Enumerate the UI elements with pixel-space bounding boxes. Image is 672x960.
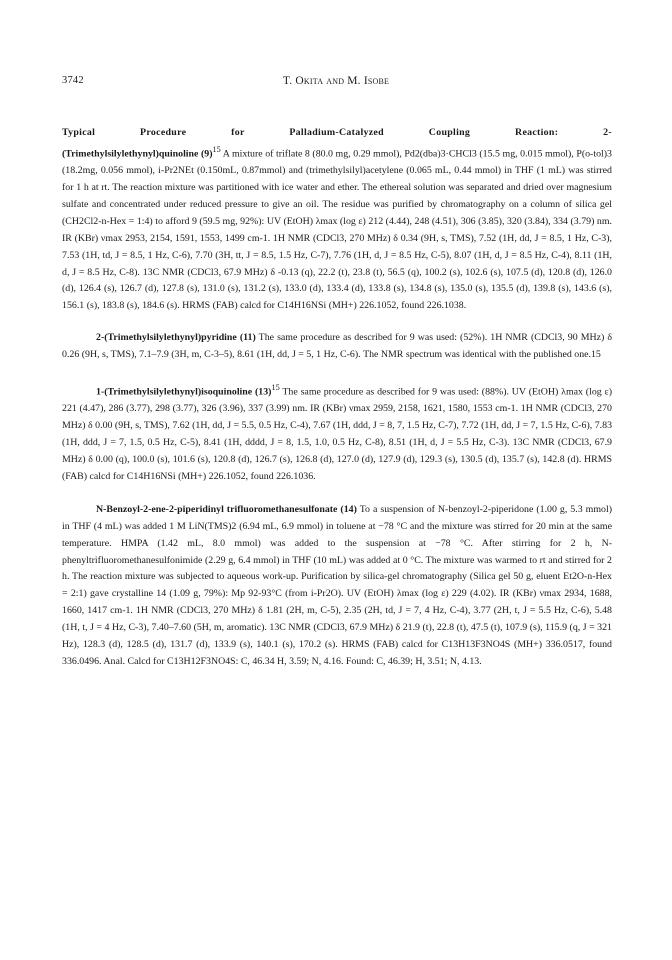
paragraph-text: To a suspension of N-benzoyl-2-piperidone (1.00 g, 5.3 mmol) in THF (4 mL) was added 1 M LiN(TMS)2 (6.94 mL, 6.9 mmol) in toluene at −78 °C and the mixture was stirred for 20 min at the same temperature. HMPA (1.42 mL, 8.0 mmol) was added to the suspension at −78 °C. After stirring for 2 h, N-phenyltrifluoromethanesulfonimide (2.29 g, 6.4 mmol) in THF (10 mL) was added at 0 °C. The mixture was warmed to rt and stirred for 2 h. The reaction mixture was subjected to aqueous work-up. Purification by silica-gel chromatography (Silica gel 50 g, eluent Et2O-n-Hex = 2:1) gave crystalline 14 (1.09 g, 79%): Mp 92-93°C (from i-Pr2O). UV (EtOH) λmax (log ε) 229 (4.02). IR (KBr) νmax 2934, 1688, 1660, 1417 cm-1. 1H NMR (CDCl3, 270 MHz) δ 1.81 (2H, m, C-5), 2.35 (2H, td, J = 7, 4 Hz, C-4), 3.77 (2H, t, J = 5.5 Hz, C-6), 5.48 (1H, t, J = 4 Hz, C-3), 7.40–7.60 (5H, m, aromatic). 13C NMR (CDCl3, 67.9 MHz) δ 21.9 (t), 22.8 (t), 47.5 (t), 107.9 (s), 115.9 (q, J = 321 Hz), 128.3 (d), 128.5 (d), 131.7 (d), 133.9 (s), 140.1 (s), 170.2 (s). HRMS (FAB) calcd for C13H13F3NO4S (MH+) 336.0517, found 336.0496. Anal. Calcd for C13H12F3NO4S: C, 46.34 H, 3.59; N, 4.16. Found: C, 46.39; H, 3.51; N, 4.13.	[62, 503, 612, 667]
paragraph-piperidinyl-triflate	[62, 502, 612, 671]
paragraph-pyridine	[62, 330, 612, 364]
experimental-section	[62, 125, 612, 671]
compound-title: (Trimethylsilylethynyl)quinoline (9)	[62, 148, 213, 160]
procedure-heading: Typical Procedure for Palladium-Catalyzed Coupling Reaction: 2-	[62, 127, 612, 138]
citation-superscript: 15	[212, 144, 221, 154]
paragraph-text: A mixture of triflate 8 (80.0 mg, 0.29 mmol), Pd2(dba)3·CHCl3 (15.5 mg, 0.015 mmol), P(o-tol)3 (18.2mg, 0.056 mmol), i-Pr2NEt (0.150mL, 0.87mmol) and (trimethylsilyl)acetylene (0.065 mL, 0.44 mmol) in THF (1 mL) was stirred for 1 h at rt. The reaction mixture was partitioned with ice water and ether. The ethereal solution was separated and dried over magnesium sulfate and concentrated under reduced pressure to give an oil. The residue was purified by chromatography on a column of silica gel (CH2Cl2-n-Hex = 1:4) to afford 9 (59.5 mg, 92%): UV (EtOH) λmax (log ε) 212 (4.44), 248 (4.51), 306 (3.85), 320 (3.84), 334 (3.79) nm. IR (KBr) νmax 2953, 2154, 1591, 1553, 1499 cm-1. 1H NMR (CDCl3, 270 MHz) δ 0.34 (9H, s, TMS), 7.52 (1H, dd, J = 8.5, 1 Hz, C-3), 7.53 (1H, td, J = 8.5, 1 Hz, C-6), 7.70 (3H, tt, J = 8.5, 1.5 Hz, C-7), 7.76 (1H, d, J = 8.5 Hz, C-5), 8.07 (1H, d, J = 8.5 Hz, C-4), 8.11 (1H, d, J = 8.5 Hz, C-8). 13C NMR (CDCl3, 67.9 MHz) δ -0.13 (q), 22.2 (t), 23.8 (t), 56.5 (q), 100.2 (s), 102.6 (s), 107.5 (d), 120.8 (d), 126.0 (d), 126.4 (s), 126.7 (d), 127.8 (s), 131.0 (s), 131.2 (s), 133.0 (d), 133.4 (d), 133.8 (s), 134.8 (s), 135.0 (s), 135.5 (d), 139.8 (s), 143.6 (s), 156.1 (s), 183.8 (s), 184.6 (s). HRMS (FAB) calcd for C14H16NSi (MH+) 226.1052, found 226.1038.	[62, 148, 612, 312]
running-header-authors: T. Okita and M. Isobe	[282, 75, 390, 87]
compound-title: N-Benzoyl-2-ene-2-piperidinyl trifluoromethanesulfonate (14)	[96, 503, 357, 515]
citation-superscript: 15	[271, 383, 280, 393]
compound-title: 1-(Trimethylsilylethynyl)isoquinoline (13)	[96, 386, 272, 398]
page-number: 3742	[62, 75, 84, 86]
paragraph-text: The same procedure as described for 9 was used: (88%). UV (EtOH) λmax (log ε) 221 (4.47), 286 (3.77), 298 (3.77), 326 (3.96), 337 (3.99) nm. IR (KBr) νmax 2959, 2158, 1621, 1580, 1553 cm-1. 1H NMR (CDCl3, 270 MHz) δ 0.00 (9H, s, TMS), 7.62 (1H, dd, J = 5.5, 0.5 Hz, C-4), 7.67 (1H, ddd, J = 8, 7, 1.5 Hz, C-7), 7.72 (1H, dd, J = 7, 1.5 Hz, C-6), 7.83 (1H, ddd, J = 7, 1.5, 0.5 Hz, C-5), 8.41 (1H, dddd, J = 8, 1.5, 1.0, 0.5 Hz, C-8), 8.51 (1H, d, J = 5.5 Hz, C-3). 13C NMR (CDCl3, 67.9 MHz) δ 0.00 (q), 100.0 (s), 101.6 (s), 120.8 (d), 126.7 (s), 126.8 (d), 127.0 (d), 127.9 (d), 129.3 (s), 130.5 (d), 135.7 (s), 142.8 (d). HRMS (FAB) calcd for C14H16NSi (MH+) 226.1052, found 226.1036.	[62, 386, 613, 482]
paragraph-text: The same procedure as described for 9 was used: (52%). 1H NMR (CDCl3, 90 MHz) δ 0.26 (9H, s, TMS), 7.1–7.9 (3H, m, C-3–5), 8.61 (1H, dd, J = 5, 1 Hz, C-6). The NMR spectrum was identical with the published one.15	[62, 332, 612, 361]
paragraph-isoquinoline	[62, 380, 612, 486]
paragraph-quinoline	[62, 125, 612, 315]
compound-title: 2-(Trimethylsilylethynyl)pyridine (11)	[96, 332, 256, 344]
